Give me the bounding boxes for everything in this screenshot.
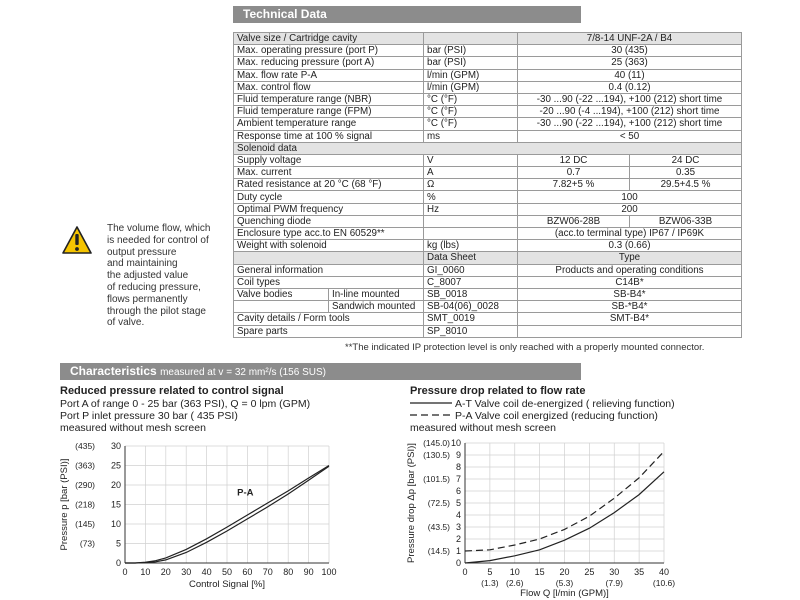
table-cell: GI_0060 bbox=[424, 264, 518, 276]
table-cell: 40 (11) bbox=[518, 69, 742, 81]
y-tick-label: 4 bbox=[455, 510, 461, 520]
y-tick-label: 10 bbox=[110, 519, 121, 529]
y-alt-tick-label: (145.0) bbox=[423, 438, 450, 448]
technical-data-header: Technical Data bbox=[233, 6, 581, 23]
table-cell: SB-*B4* bbox=[518, 301, 742, 313]
x-tick-label: 30 bbox=[181, 567, 192, 577]
y-tick-label: 15 bbox=[110, 499, 121, 510]
x-tick-label: 50 bbox=[221, 567, 233, 577]
table-cell: General information bbox=[234, 264, 424, 276]
note-line: the adjusted value bbox=[107, 270, 189, 282]
table-cell: 0.4 (0.12) bbox=[518, 81, 742, 93]
chart2-legend-solid: A-T Valve coil de-energized ( relieving function) bbox=[455, 398, 675, 410]
table-cell: bar (PSI) bbox=[424, 45, 518, 57]
table-cell: °C (°F) bbox=[424, 118, 518, 130]
table-cell: Supply voltage bbox=[234, 154, 424, 166]
table-cell: % bbox=[424, 191, 518, 203]
table-cell: 0.7 bbox=[518, 167, 630, 179]
table-cell: Max. control flow bbox=[234, 81, 424, 93]
table-cell: C14B* bbox=[518, 276, 742, 288]
chart2-legend-dashed: P-A Valve coil energized (reducing function) bbox=[455, 410, 658, 422]
table-cell: Fluid temperature range (FPM) bbox=[234, 106, 424, 118]
y-tick-label: 25 bbox=[110, 460, 121, 471]
note-line: of valve. bbox=[107, 317, 145, 329]
y-tick-label: 3 bbox=[455, 522, 461, 532]
table-cell: Type bbox=[518, 252, 742, 264]
y-tick-label: 7 bbox=[455, 474, 461, 484]
chart1-subtitle-2: Port P inlet pressure 30 bar ( 435 PSI) bbox=[60, 410, 238, 422]
y-alt-tick-label: (72.5) bbox=[427, 498, 450, 508]
x-tick-label: 0 bbox=[122, 567, 128, 577]
table-cell: °C (°F) bbox=[424, 93, 518, 105]
table-cell: Spare parts bbox=[234, 325, 424, 337]
y-tick-label: 2 bbox=[455, 534, 461, 544]
note-line: through the pilot stage bbox=[107, 305, 206, 317]
y-tick-label: 6 bbox=[455, 486, 461, 496]
y-alt-tick-label: (145) bbox=[75, 519, 95, 529]
table-cell: (acc.to terminal type) IP67 / IP69K bbox=[518, 228, 742, 240]
table-cell: °C (°F) bbox=[424, 106, 518, 118]
table-cell: 0.3 (0.66) bbox=[518, 240, 742, 252]
table-cell: SMT_0019 bbox=[424, 313, 518, 325]
table-cell: Quenching diode bbox=[234, 215, 424, 227]
chart2-subtitle: measured without mesh screen bbox=[410, 422, 556, 434]
table-cell: SMT-B4* bbox=[518, 313, 742, 325]
y-tick-label: 9 bbox=[455, 450, 461, 460]
table-cell: BZW06-33B bbox=[630, 215, 742, 227]
note-line: output pressure bbox=[107, 246, 177, 258]
characteristics-title: Characteristics bbox=[70, 364, 157, 378]
table-cell: Hz bbox=[424, 203, 518, 215]
note-line: flows permanently bbox=[107, 293, 188, 305]
y-tick-label: 20 bbox=[110, 480, 121, 490]
y-alt-tick-label: (435) bbox=[75, 441, 95, 451]
x-tick-label: 0 bbox=[462, 567, 468, 577]
table-cell: 100 bbox=[518, 191, 742, 203]
chart1-subtitle-1: Port A of range 0 - 25 bar (363 PSI), Q = 0 lpm (GPM) bbox=[60, 398, 311, 410]
x-tick-label: 35 bbox=[634, 567, 645, 577]
note-line: is needed for control of bbox=[107, 234, 209, 246]
chart1-title: Reduced pressure related to control signal bbox=[60, 385, 284, 397]
table-cell: Response time at 100 % signal bbox=[234, 130, 424, 142]
y-tick-label: 1 bbox=[455, 546, 461, 556]
x-tick-label: 60 bbox=[242, 567, 253, 577]
table-cell: 25 (363) bbox=[518, 57, 742, 69]
x-tick-label: 30 bbox=[609, 567, 620, 577]
table-cell: SB_0018 bbox=[424, 288, 518, 300]
table-cell: bar (PSI) bbox=[424, 57, 518, 69]
x-alt-tick-label: (10.6) bbox=[652, 578, 676, 588]
table-cell: Ambient temperature range bbox=[234, 118, 424, 130]
x-tick-label: 40 bbox=[658, 567, 670, 577]
table-cell: l/min (GPM) bbox=[424, 69, 518, 81]
x-tick-label: 10 bbox=[509, 567, 520, 577]
y-alt-tick-label: (290) bbox=[75, 480, 95, 490]
x-tick-label: 90 bbox=[303, 567, 314, 577]
table-cell: SB-B4* bbox=[518, 288, 742, 300]
table-cell: < 50 bbox=[518, 130, 742, 142]
table-cell: Ω bbox=[424, 179, 518, 191]
table-cell: Products and operating conditions bbox=[518, 264, 742, 276]
y-tick-label: 8 bbox=[455, 462, 461, 472]
table-cell: Max. flow rate P-A bbox=[234, 69, 424, 81]
table-cell: 12 DC bbox=[518, 154, 630, 166]
chart1-subtitle-3: measured without mesh screen bbox=[60, 422, 206, 434]
table-cell: 7/8-14 UNF-2A / B4 bbox=[518, 33, 742, 45]
table-cell: In-line mounted bbox=[329, 288, 424, 300]
x-tick-label: 20 bbox=[559, 567, 570, 577]
table-cell: BZW06-28B bbox=[518, 215, 630, 227]
y-tick-label: 5 bbox=[115, 538, 121, 549]
y-alt-tick-label: (43.5) bbox=[427, 522, 450, 532]
table-cell: Enclosure type acc.to EN 60529** bbox=[234, 228, 424, 240]
table-cell: A bbox=[424, 167, 518, 179]
table-cell: -30 ...90 (-22 ...194), +100 (212) short time bbox=[518, 93, 742, 105]
x-axis-label: Flow Q [l/min (GPM)] bbox=[520, 588, 609, 599]
x-tick-label: 70 bbox=[262, 567, 273, 577]
x-tick-label: 25 bbox=[584, 567, 595, 577]
table-cell: Duty cycle bbox=[234, 191, 424, 203]
ip-footnote: **The indicated IP protection level is only reached with a properly mounted connector. bbox=[345, 342, 705, 353]
x-tick-label: 15 bbox=[534, 567, 545, 577]
table-cell: -30 ...90 (-22 ...194), +100 (212) short time bbox=[518, 118, 742, 130]
x-tick-label: 80 bbox=[283, 567, 294, 577]
table-cell: Coil types bbox=[234, 276, 424, 288]
table-cell: Optimal PWM frequency bbox=[234, 203, 424, 215]
table-cell: Max. current bbox=[234, 167, 424, 179]
table-cell: -20 ...90 (-4 ...194), +100 (212) short time bbox=[518, 106, 742, 118]
y-tick-label: 5 bbox=[455, 498, 461, 508]
table-cell: Fluid temperature range (NBR) bbox=[234, 93, 424, 105]
table-cell: SB-04(06)_0028 bbox=[424, 301, 518, 313]
table-cell: 7.82+5 % bbox=[518, 179, 630, 191]
table-cell: Valve bodies bbox=[234, 288, 329, 300]
y-alt-tick-label: (14.5) bbox=[427, 546, 450, 556]
y-axis-label: Pressure drop Δp [bar (PSI)] bbox=[406, 443, 417, 563]
table-cell: Solenoid data bbox=[234, 142, 742, 154]
y-axis-label: Pressure p [bar (PSI)] bbox=[59, 458, 70, 551]
table-cell: kg (lbs) bbox=[424, 240, 518, 252]
table-cell: 24 DC bbox=[630, 154, 742, 166]
x-alt-tick-label: (5.3) bbox=[555, 578, 574, 588]
note-line: The volume flow, which bbox=[107, 223, 211, 234]
table-cell: ms bbox=[424, 130, 518, 142]
table-cell: 30 (435) bbox=[518, 45, 742, 57]
x-tick-label: 20 bbox=[160, 567, 171, 577]
x-tick-label: 100 bbox=[321, 567, 337, 577]
table-cell: Valve size / Cartridge cavity bbox=[234, 33, 424, 45]
table-cell: Max. operating pressure (port P) bbox=[234, 45, 424, 57]
x-alt-tick-label: (2.6) bbox=[506, 578, 524, 588]
table-cell: 200 bbox=[518, 203, 742, 215]
table-cell: Sandwich mounted bbox=[329, 301, 424, 313]
y-alt-tick-label: (101.5) bbox=[423, 474, 450, 484]
y-alt-tick-label: (130.5) bbox=[423, 450, 450, 460]
table-cell: Cavity details / Form tools bbox=[234, 313, 424, 325]
table-cell: V bbox=[424, 154, 518, 166]
x-tick-label: 5 bbox=[487, 567, 493, 577]
note-line: of reducing pressure, bbox=[107, 281, 201, 293]
table-cell: Max. reducing pressure (port A) bbox=[234, 57, 424, 69]
note-line: and maintaining bbox=[107, 258, 178, 270]
y-alt-tick-label: (363) bbox=[75, 460, 95, 471]
table-cell: 0.35 bbox=[630, 167, 742, 179]
x-tick-label: 40 bbox=[201, 567, 212, 577]
y-tick-label: 0 bbox=[115, 558, 121, 568]
x-alt-tick-label: (7.9) bbox=[605, 578, 623, 588]
table-cell: Data Sheet bbox=[424, 252, 518, 264]
table-cell: SP_8010 bbox=[424, 325, 518, 337]
series-annotation: P-A bbox=[237, 487, 254, 499]
y-alt-tick-label: (218) bbox=[75, 499, 95, 510]
x-alt-tick-label: (1.3) bbox=[481, 578, 499, 588]
chart2-title: Pressure drop related to flow rate bbox=[410, 385, 586, 397]
characteristics-subtitle: measured at v = 32 mm²/s (156 SUS) bbox=[160, 367, 326, 378]
y-tick-label: 30 bbox=[110, 441, 121, 451]
table-cell: Weight with solenoid bbox=[234, 240, 424, 252]
y-tick-label: 10 bbox=[450, 438, 461, 448]
table-cell: C_8007 bbox=[424, 276, 518, 288]
x-axis-label: Control Signal [%] bbox=[188, 579, 266, 590]
x-tick-label: 10 bbox=[140, 567, 151, 577]
table-cell: l/min (GPM) bbox=[424, 81, 518, 93]
y-alt-tick-label: (73) bbox=[79, 538, 95, 549]
table-cell: Rated resistance at 20 °C (68 °F) bbox=[234, 179, 424, 191]
table-cell: 29.5+4.5 % bbox=[630, 179, 742, 191]
y-tick-label: 0 bbox=[455, 558, 461, 568]
